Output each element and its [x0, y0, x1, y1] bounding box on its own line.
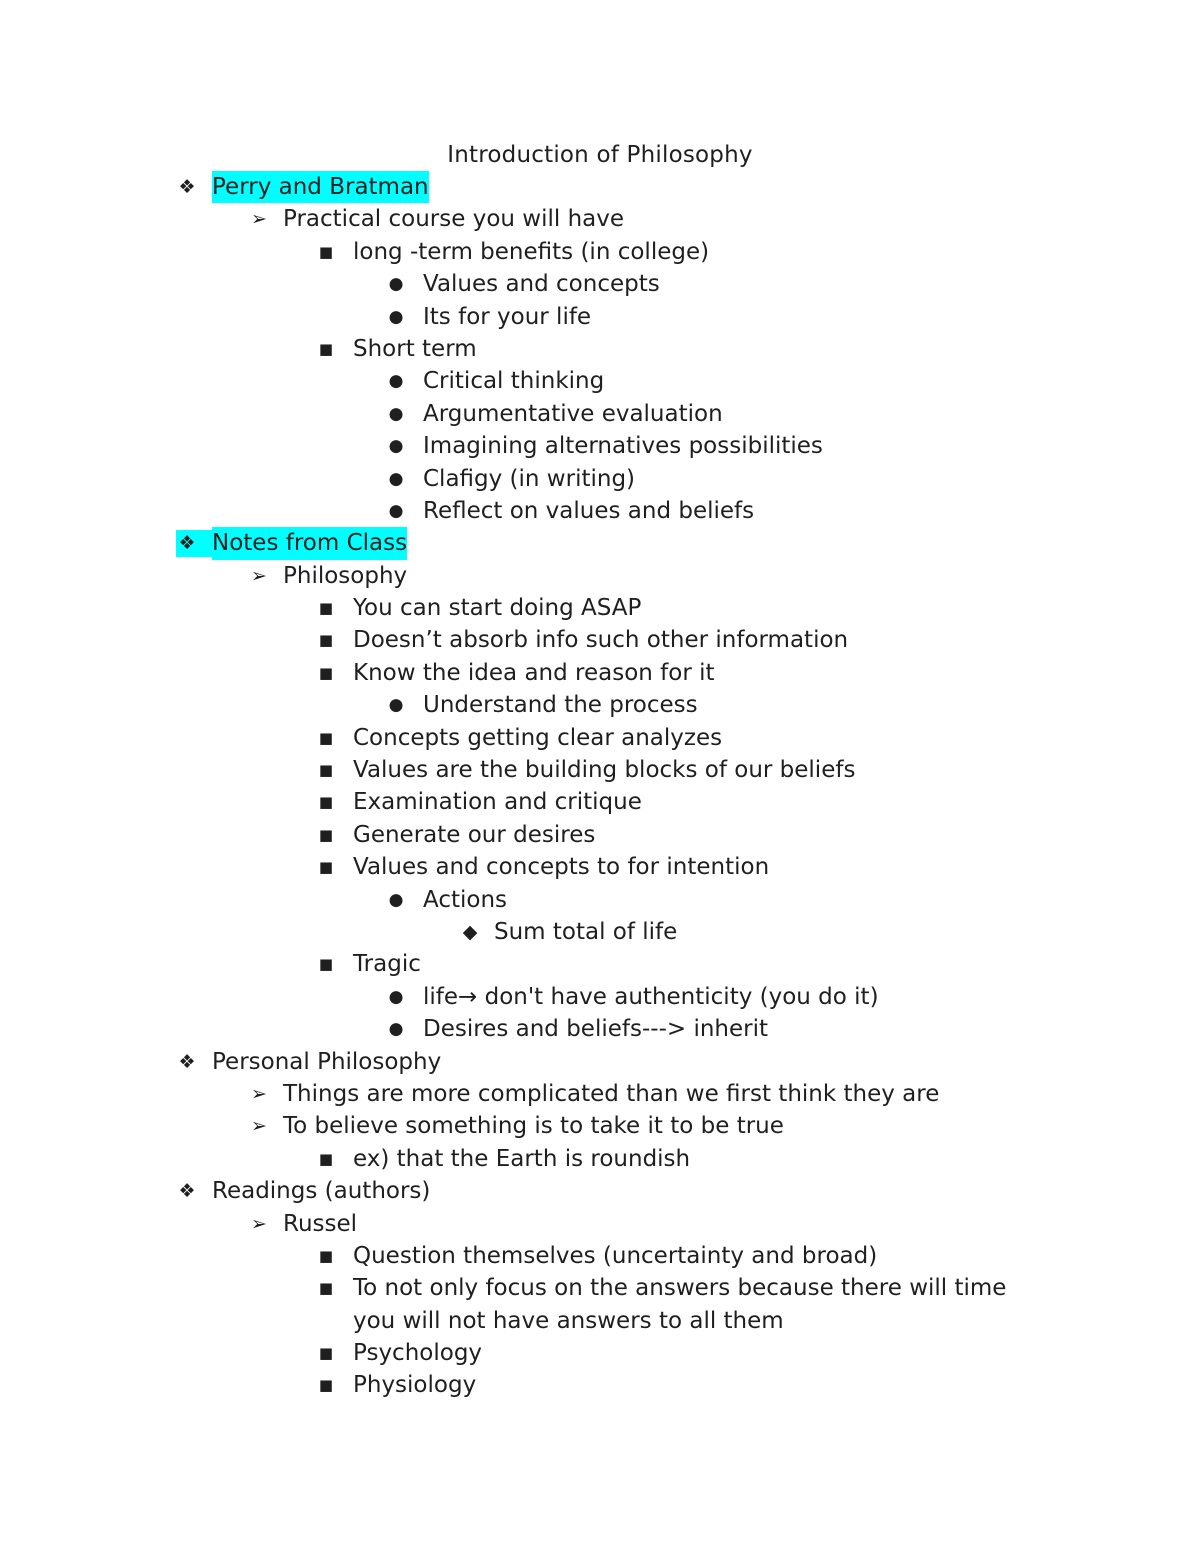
outline-item-text: Values and concepts: [423, 271, 660, 298]
bullet-level-4-icon: ●: [388, 986, 404, 1007]
outline-item-level-3: [0, 592, 1200, 624]
outline-item-text: Examination and critique: [353, 789, 642, 816]
outline-item-level-4: [0, 1013, 1200, 1045]
bullet-level-3-icon: ■: [318, 663, 334, 682]
outline-item-level-3: [0, 624, 1200, 656]
bullet-level-1-icon: ❖: [178, 532, 196, 555]
outline-item-level-1: [0, 527, 1200, 559]
outline-item-level-4: [0, 884, 1200, 916]
outline-item-level-3: [0, 948, 1200, 980]
outline-item-level-1: [0, 171, 1200, 203]
outline-item-text: Desires and beliefs---> inherit: [423, 1016, 769, 1043]
outline-item-level-5: [0, 916, 1200, 948]
bullet-level-2-icon: ➢: [251, 1115, 267, 1138]
bullet-level-4-icon: ●: [388, 500, 404, 521]
bullet-level-3-icon: ■: [318, 1279, 334, 1298]
outline-item-text: Concepts getting clear analyzes: [353, 724, 723, 751]
bullet-level-4-icon: ●: [388, 306, 404, 327]
outline-item-text: Philosophy: [283, 562, 408, 589]
outline-item-level-4: [0, 495, 1200, 527]
outline-item-text: Generate our desires: [353, 821, 596, 848]
outline-item-text: Imagining alternatives possibilities: [423, 433, 823, 460]
outline-item-level-4: [0, 430, 1200, 462]
outline-item-text: Know the idea and reason for it: [353, 659, 715, 686]
outline-item-level-2: [0, 560, 1200, 592]
outline-item-level-3: [0, 851, 1200, 883]
outline-item-text: long -term benefits (in college): [353, 238, 710, 265]
bullet-level-3-icon: ■: [318, 728, 334, 747]
outline-item-text: Things are more complicated than we first think they are: [283, 1080, 940, 1107]
outline-item-text: Values are the building blocks of our beliefs: [353, 757, 856, 784]
bullet-level-2-icon: ➢: [251, 208, 267, 231]
bullet-level-2-icon: ➢: [251, 1082, 267, 1105]
outline-item-level-4: [0, 398, 1200, 430]
document-title: Introduction of Philosophy: [447, 142, 753, 168]
outline-item-text: To believe something is to take it to be true: [283, 1113, 784, 1140]
outline-item-text: life→ don't have authenticity (you do it): [423, 983, 879, 1010]
bullet-level-3-icon: ■: [318, 761, 334, 780]
bullet-level-3-icon: ■: [318, 631, 334, 650]
outline-item-text: Tragic: [353, 951, 421, 978]
outline-item-text: To not only focus on the answers because there will time you will not have answers to all them: [353, 1275, 1007, 1334]
bullet-level-3-icon: ■: [318, 955, 334, 974]
bullet-level-3-icon: ■: [318, 1149, 334, 1168]
outline-item-level-4: [0, 365, 1200, 397]
outline-item-text: Argumentative evaluation: [423, 400, 723, 427]
outline-item-text: Doesn’t absorb info such other information: [353, 627, 849, 654]
outline-item-text: You can start doing ASAP: [353, 595, 642, 622]
bullet-level-3-icon: ■: [318, 599, 334, 618]
outline-item-text: Short term: [353, 335, 477, 362]
outline-item-level-4: [0, 268, 1200, 300]
bullet-level-4-icon: ●: [388, 889, 404, 910]
outline-item-level-3: [0, 754, 1200, 786]
outline-item-text: Readings (authors): [212, 1178, 431, 1205]
outline-item-level-3: [0, 1143, 1200, 1175]
outline-item-level-2: [0, 1110, 1200, 1142]
outline-item-level-3: [0, 333, 1200, 365]
bullet-level-1-icon: ❖: [178, 1050, 196, 1073]
outline-item-text: Question themselves (uncertainty and broad): [353, 1242, 878, 1269]
outline-item-text: Values and concepts to for intention: [353, 854, 770, 881]
outline-item-level-1: [0, 1175, 1200, 1207]
bullet-level-3-icon: ■: [318, 1376, 334, 1395]
bullet-level-3-icon: ■: [318, 1344, 334, 1363]
outline-item-text: Clafigy (in writing): [423, 465, 636, 492]
bullet-level-3-icon: ■: [318, 858, 334, 877]
outline-item-level-3: [0, 722, 1200, 754]
bullet-level-3-icon: ■: [318, 825, 334, 844]
outline-item-level-4: [0, 981, 1200, 1013]
bullet-level-4-icon: ●: [388, 436, 404, 457]
outline-item-text: Russel: [283, 1210, 358, 1237]
outline-item-text: ex) that the Earth is roundish: [353, 1145, 691, 1172]
outline-item-level-4: [0, 301, 1200, 333]
outline-item-text: Reflect on values and beliefs: [423, 497, 755, 524]
bullet-level-3-icon: ■: [318, 339, 334, 358]
outline-item-text: Physiology: [353, 1372, 477, 1399]
bullet-level-3-icon: ■: [318, 793, 334, 812]
outline-item-text: Critical thinking: [423, 368, 605, 395]
outline-item-text: Personal Philosophy: [212, 1048, 442, 1075]
outline-item-level-4: [0, 689, 1200, 721]
outline-item-text: Practical course you will have: [283, 206, 625, 233]
bullet-level-4-icon: ●: [388, 371, 404, 392]
bullet-level-4-icon: ●: [388, 468, 404, 489]
outline-item-text: Notes from Class: [212, 527, 407, 559]
outline-item-text: Understand the process: [423, 692, 698, 719]
bullet-level-4-icon: ●: [388, 1019, 404, 1040]
outline-item-text: Psychology: [353, 1340, 483, 1367]
bullet-level-1-icon: ❖: [178, 176, 196, 198]
outline-item-text: Sum total of life: [494, 918, 678, 945]
bullet-level-4-icon: ●: [388, 695, 404, 716]
bullet-level-1-icon: ❖: [178, 1180, 196, 1203]
outline-item-level-3: [0, 786, 1200, 818]
outline-item-level-2: [0, 1208, 1200, 1240]
outline-list: [0, 171, 1200, 1402]
outline-item-level-3: [0, 1272, 1200, 1337]
outline-item-level-3: [0, 819, 1200, 851]
outline-item-text: Its for your life: [423, 303, 592, 330]
outline-item-level-3: [0, 1337, 1200, 1369]
outline-item-text: Perry and Bratman: [212, 171, 429, 203]
bullet-level-3-icon: ■: [318, 242, 334, 261]
bullet-level-2-icon: ➢: [251, 1212, 267, 1235]
outline-item-level-2: [0, 1078, 1200, 1110]
bullet-level-2-icon: ➢: [251, 564, 267, 587]
bullet-level-5-icon: ◆: [462, 920, 478, 943]
outline-item-level-2: [0, 203, 1200, 235]
outline-item-level-1: [0, 1046, 1200, 1078]
outline-item-text: Actions: [423, 886, 508, 913]
bullet-level-3-icon: ■: [318, 1246, 334, 1265]
outline-item-level-3: [0, 236, 1200, 268]
bullet-level-4-icon: ●: [388, 403, 404, 424]
outline-item-level-3: [0, 657, 1200, 689]
bullet-level-4-icon: ●: [388, 274, 404, 295]
outline-item-level-4: [0, 463, 1200, 495]
outline-item-level-3: [0, 1240, 1200, 1272]
outline-item-level-3: [0, 1369, 1200, 1401]
